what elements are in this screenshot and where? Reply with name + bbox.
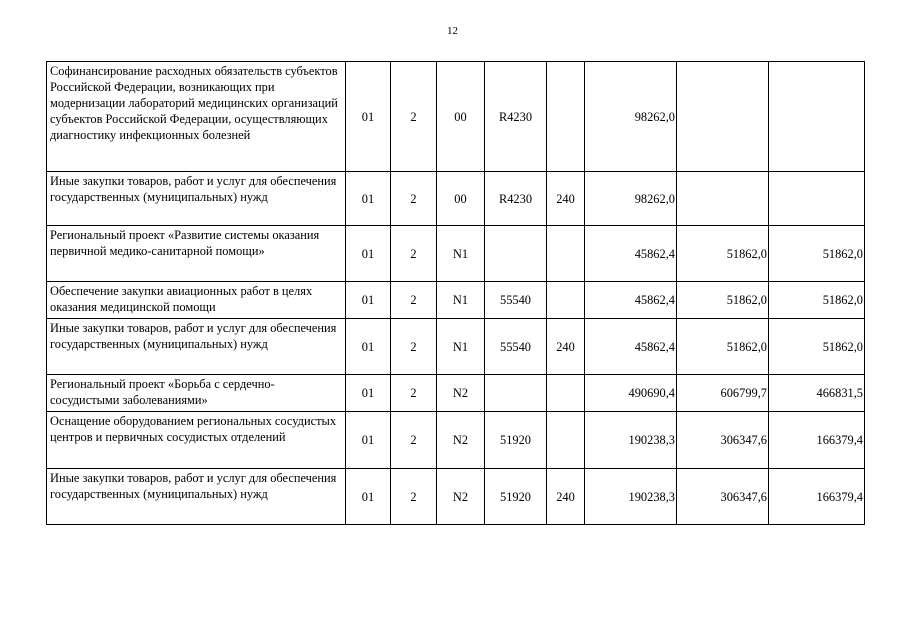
code-expense-type [547,226,585,282]
code-section: 01 [346,226,391,282]
row-name: Софинансирование расходных обязательств субъектов Российской Федерации, возникающих при модернизации лабораторий медицинских организаций субъектов Российской Федерации, осуществляющих диагностику инфекционных болезней [47,62,346,172]
amount-2 [677,62,769,172]
budget-table [46,61,865,525]
code-section: 01 [346,469,391,525]
amount-1: 45862,4 [585,319,677,375]
code-section: 01 [346,62,391,172]
amount-2: 51862,0 [677,226,769,282]
amount-2: 51862,0 [677,282,769,319]
code-subprogram: N1 [437,319,485,375]
code-subprogram: N2 [437,469,485,525]
code-expense-type [547,375,585,412]
row-name: Иные закупки товаров, работ и услуг для обеспечения государственных (муниципальных) нужд [47,469,346,525]
code-subprogram: 00 [437,62,485,172]
amount-1: 190238,3 [585,412,677,469]
code-direction: R4230 [485,62,547,172]
row-name: Обеспечение закупки авиационных работ в целях оказания медицинской помощи [47,282,346,319]
amount-1: 490690,4 [585,375,677,412]
code-expense-type: 240 [547,469,585,525]
amount-2: 306347,6 [677,469,769,525]
code-direction: 55540 [485,319,547,375]
amount-3: 166379,4 [769,469,865,525]
code-subprogram: N2 [437,412,485,469]
code-program: 2 [391,282,437,319]
code-program: 2 [391,226,437,282]
amount-3: 166379,4 [769,412,865,469]
amount-2: 51862,0 [677,319,769,375]
code-section: 01 [346,282,391,319]
amount-1: 45862,4 [585,282,677,319]
code-expense-type [547,282,585,319]
amount-3: 51862,0 [769,282,865,319]
code-program: 2 [391,412,437,469]
amount-3 [769,172,865,226]
amount-1: 190238,3 [585,469,677,525]
table-row [47,226,865,282]
code-subprogram: N2 [437,375,485,412]
amount-2: 606799,7 [677,375,769,412]
code-direction [485,375,547,412]
code-program: 2 [391,469,437,525]
code-program: 2 [391,172,437,226]
amount-3: 466831,5 [769,375,865,412]
code-direction: 51920 [485,469,547,525]
row-name: Региональный проект «Развитие системы оказания первичной медико-санитарной помощи» [47,226,346,282]
code-program: 2 [391,62,437,172]
table-row [47,412,865,469]
code-direction: 51920 [485,412,547,469]
row-name: Иные закупки товаров, работ и услуг для обеспечения государственных (муниципальных) нужд [47,172,346,226]
code-direction: R4230 [485,172,547,226]
amount-3: 51862,0 [769,226,865,282]
code-section: 01 [346,375,391,412]
code-expense-type: 240 [547,319,585,375]
amount-2: 306347,6 [677,412,769,469]
code-section: 01 [346,319,391,375]
code-direction [485,226,547,282]
code-program: 2 [391,375,437,412]
amount-2 [677,172,769,226]
page-number: 12 [447,25,458,37]
row-name: Иные закупки товаров, работ и услуг для обеспечения государственных (муниципальных) нужд [47,319,346,375]
code-subprogram: 00 [437,172,485,226]
row-name: Региональный проект «Борьба с сердечно-сосудистыми заболеваниями» [47,375,346,412]
code-subprogram: N1 [437,226,485,282]
amount-1: 45862,4 [585,226,677,282]
code-program: 2 [391,319,437,375]
code-expense-type: 240 [547,172,585,226]
table-row [47,469,865,525]
amount-3: 51862,0 [769,319,865,375]
table-row [47,62,865,172]
code-subprogram: N1 [437,282,485,319]
code-section: 01 [346,172,391,226]
table-row [47,319,865,375]
code-expense-type [547,412,585,469]
amount-1: 98262,0 [585,172,677,226]
code-section: 01 [346,412,391,469]
amount-3 [769,62,865,172]
table-row [47,282,865,319]
amount-1: 98262,0 [585,62,677,172]
code-direction: 55540 [485,282,547,319]
table-row [47,172,865,226]
table-row [47,375,865,412]
row-name: Оснащение оборудованием региональных сосудистых центров и первичных сосудистых отделений [47,412,346,469]
code-expense-type [547,62,585,172]
